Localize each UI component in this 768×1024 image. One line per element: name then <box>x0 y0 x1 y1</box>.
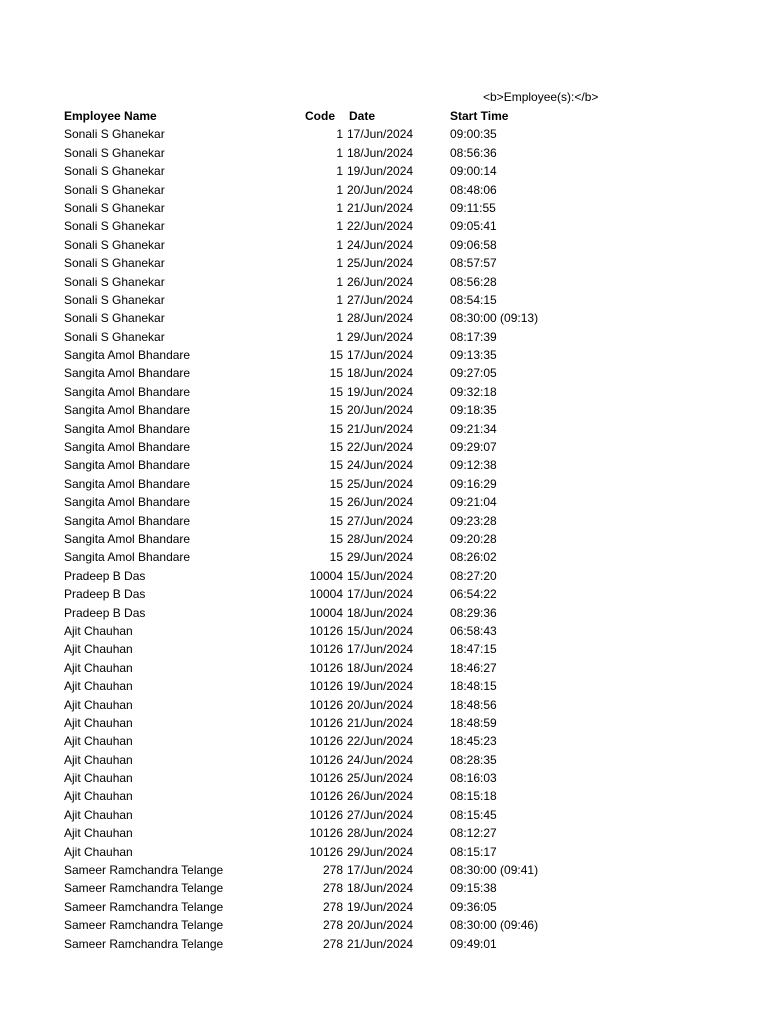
cell-code: 1 <box>336 145 343 160</box>
cell-code: 15 <box>329 458 343 473</box>
table-row <box>64 567 624 585</box>
cell-date: 24/Jun/2024 <box>347 458 414 473</box>
table-row <box>64 659 624 677</box>
cell-code: 10126 <box>309 660 343 675</box>
cell-date: 21/Jun/2024 <box>347 421 414 436</box>
table-header-row <box>64 107 624 125</box>
cell-code: 278 <box>322 918 343 933</box>
table-row <box>64 125 624 143</box>
cell-date: 18/Jun/2024 <box>347 145 414 160</box>
cell-employee-name: Sonali S Ghanekar <box>64 145 165 160</box>
cell-employee-name: Sangita Amol Bhandare <box>64 366 191 381</box>
cell-start-time: 09:21:04 <box>450 495 497 510</box>
cell-code: 278 <box>322 881 343 896</box>
table-row <box>64 769 624 787</box>
cell-code: 10126 <box>309 697 343 712</box>
cell-employee-name: Sangita Amol Bhandare <box>64 421 191 436</box>
cell-code: 10126 <box>309 734 343 749</box>
cell-code: 1 <box>336 256 343 271</box>
cell-start-time: 08:15:45 <box>450 807 497 822</box>
cell-date: 25/Jun/2024 <box>347 476 414 491</box>
cell-code: 10126 <box>309 752 343 767</box>
table-row <box>64 493 624 511</box>
cell-start-time: 18:47:15 <box>450 642 497 657</box>
table-row <box>64 677 624 695</box>
cell-code: 10126 <box>309 826 343 841</box>
cell-date: 17/Jun/2024 <box>347 127 414 142</box>
cell-start-time: 09:20:28 <box>450 531 497 546</box>
cell-employee-name: Sameer Ramchandra Telange <box>64 863 224 878</box>
cell-employee-name: Sangita Amol Bhandare <box>64 531 191 546</box>
cell-code: 10126 <box>309 642 343 657</box>
cell-employee-name: Pradeep B Das <box>64 587 146 602</box>
cell-date: 17/Jun/2024 <box>347 863 414 878</box>
table-row <box>64 273 624 291</box>
cell-start-time: 08:56:36 <box>450 145 497 160</box>
cell-code: 10126 <box>309 771 343 786</box>
cell-start-time: 08:17:39 <box>450 329 497 344</box>
cell-date: 26/Jun/2024 <box>347 789 414 804</box>
cell-start-time: 08:57:57 <box>450 256 497 271</box>
cell-employee-name: Pradeep B Das <box>64 568 146 583</box>
cell-code: 10004 <box>309 605 343 620</box>
cell-date: 24/Jun/2024 <box>347 237 414 252</box>
cell-date: 20/Jun/2024 <box>347 697 414 712</box>
table-row <box>64 401 624 419</box>
cell-code: 278 <box>322 936 343 951</box>
cell-start-time: 08:26:02 <box>450 550 497 565</box>
cell-code: 1 <box>336 127 343 142</box>
table-row <box>64 530 624 548</box>
cell-employee-name: Ajit Chauhan <box>64 789 133 804</box>
table-row <box>64 861 624 879</box>
cell-employee-name: Sangita Amol Bhandare <box>64 550 191 565</box>
cell-employee-name: Sonali S Ghanekar <box>64 292 165 307</box>
table-row <box>64 935 624 953</box>
cell-code: 15 <box>329 495 343 510</box>
employees-filter-note: <b>Employee(s):</b> <box>483 90 599 104</box>
table-row <box>64 456 624 474</box>
cell-start-time: 09:16:29 <box>450 476 497 491</box>
cell-date: 15/Jun/2024 <box>347 623 414 638</box>
cell-date: 26/Jun/2024 <box>347 274 414 289</box>
table-row <box>64 438 624 456</box>
cell-code: 15 <box>329 440 343 455</box>
table-row <box>64 548 624 566</box>
table-row <box>64 291 624 309</box>
cell-code: 15 <box>329 550 343 565</box>
cell-start-time: 09:06:58 <box>450 237 497 252</box>
cell-code: 1 <box>336 292 343 307</box>
cell-date: 27/Jun/2024 <box>347 807 414 822</box>
cell-date: 19/Jun/2024 <box>347 384 414 399</box>
cell-employee-name: Sonali S Ghanekar <box>64 164 165 179</box>
cell-employee-name: Ajit Chauhan <box>64 715 133 730</box>
table-row <box>64 751 624 769</box>
cell-date: 29/Jun/2024 <box>347 550 414 565</box>
cell-start-time: 09:21:34 <box>450 421 497 436</box>
table-row <box>64 420 624 438</box>
cell-date: 19/Jun/2024 <box>347 164 414 179</box>
cell-employee-name: Sangita Amol Bhandare <box>64 440 191 455</box>
cell-employee-name: Sameer Ramchandra Telange <box>64 881 224 896</box>
table-row <box>64 217 624 235</box>
table-row <box>64 714 624 732</box>
cell-date: 22/Jun/2024 <box>347 734 414 749</box>
header-date: Date <box>349 109 376 123</box>
cell-start-time: 08:30:00 (09:41) <box>450 863 539 878</box>
cell-start-time: 08:29:36 <box>450 605 497 620</box>
cell-date: 17/Jun/2024 <box>347 642 414 657</box>
cell-start-time: 18:48:56 <box>450 697 497 712</box>
cell-code: 10004 <box>309 568 343 583</box>
cell-employee-name: Sonali S Ghanekar <box>64 274 165 289</box>
cell-start-time: 09:12:38 <box>450 458 497 473</box>
cell-date: 22/Jun/2024 <box>347 219 414 234</box>
cell-start-time: 18:48:15 <box>450 679 497 694</box>
cell-start-time: 06:58:43 <box>450 623 497 638</box>
cell-code: 15 <box>329 513 343 528</box>
cell-start-time: 18:46:27 <box>450 660 497 675</box>
cell-employee-name: Ajit Chauhan <box>64 844 133 859</box>
table-row <box>64 346 624 364</box>
cell-date: 28/Jun/2024 <box>347 531 414 546</box>
cell-date: 18/Jun/2024 <box>347 881 414 896</box>
cell-date: 20/Jun/2024 <box>347 403 414 418</box>
cell-date: 21/Jun/2024 <box>347 715 414 730</box>
cell-employee-name: Ajit Chauhan <box>64 642 133 657</box>
cell-date: 22/Jun/2024 <box>347 440 414 455</box>
cell-employee-name: Ajit Chauhan <box>64 752 133 767</box>
cell-code: 1 <box>336 219 343 234</box>
cell-employee-name: Sameer Ramchandra Telange <box>64 899 224 914</box>
cell-code: 1 <box>336 182 343 197</box>
cell-employee-name: Sangita Amol Bhandare <box>64 513 191 528</box>
cell-date: 20/Jun/2024 <box>347 918 414 933</box>
cell-code: 1 <box>336 237 343 252</box>
cell-start-time: 09:32:18 <box>450 384 497 399</box>
cell-employee-name: Sangita Amol Bhandare <box>64 476 191 491</box>
cell-employee-name: Sameer Ramchandra Telange <box>64 936 224 951</box>
cell-code: 1 <box>336 329 343 344</box>
table-row <box>64 309 624 327</box>
cell-date: 27/Jun/2024 <box>347 292 414 307</box>
cell-code: 15 <box>329 348 343 363</box>
cell-date: 17/Jun/2024 <box>347 587 414 602</box>
cell-employee-name: Sonali S Ghanekar <box>64 256 165 271</box>
cell-date: 26/Jun/2024 <box>347 495 414 510</box>
cell-start-time: 09:11:55 <box>450 200 496 215</box>
cell-date: 25/Jun/2024 <box>347 256 414 271</box>
cell-date: 29/Jun/2024 <box>347 844 414 859</box>
cell-code: 10126 <box>309 715 343 730</box>
cell-start-time: 09:49:01 <box>450 936 497 951</box>
cell-date: 15/Jun/2024 <box>347 568 414 583</box>
cell-start-time: 09:18:35 <box>450 403 497 418</box>
cell-code: 15 <box>329 476 343 491</box>
table-row <box>64 879 624 897</box>
cell-start-time: 08:48:06 <box>450 182 497 197</box>
cell-employee-name: Ajit Chauhan <box>64 679 133 694</box>
cell-code: 278 <box>322 899 343 914</box>
cell-employee-name: Ajit Chauhan <box>64 660 133 675</box>
cell-start-time: 09:00:14 <box>450 164 497 179</box>
cell-code: 15 <box>329 421 343 436</box>
table-row <box>64 604 624 622</box>
cell-start-time: 08:28:35 <box>450 752 497 767</box>
cell-employee-name: Ajit Chauhan <box>64 697 133 712</box>
cell-date: 27/Jun/2024 <box>347 513 414 528</box>
header-code: Code <box>305 109 335 123</box>
cell-employee-name: Ajit Chauhan <box>64 623 133 638</box>
cell-code: 10126 <box>309 679 343 694</box>
cell-employee-name: Ajit Chauhan <box>64 826 133 841</box>
table-row <box>64 328 624 346</box>
cell-start-time: 09:29:07 <box>450 440 497 455</box>
cell-start-time: 18:45:23 <box>450 734 497 749</box>
cell-employee-name: Sonali S Ghanekar <box>64 311 165 326</box>
cell-start-time: 09:36:05 <box>450 899 497 914</box>
cell-start-time: 18:48:59 <box>450 715 497 730</box>
table-row <box>64 512 624 530</box>
cell-start-time: 08:15:17 <box>450 844 497 859</box>
cell-date: 18/Jun/2024 <box>347 660 414 675</box>
cell-employee-name: Sangita Amol Bhandare <box>64 495 191 510</box>
cell-employee-name: Sonali S Ghanekar <box>64 127 165 142</box>
cell-code: 1 <box>336 274 343 289</box>
attendance-table <box>64 107 624 953</box>
cell-date: 21/Jun/2024 <box>347 200 414 215</box>
cell-date: 28/Jun/2024 <box>347 311 414 326</box>
cell-date: 17/Jun/2024 <box>347 348 414 363</box>
cell-code: 1 <box>336 311 343 326</box>
cell-start-time: 08:54:15 <box>450 292 497 307</box>
cell-employee-name: Sonali S Ghanekar <box>64 200 165 215</box>
cell-code: 15 <box>329 403 343 418</box>
table-row <box>64 181 624 199</box>
cell-code: 10126 <box>309 623 343 638</box>
cell-start-time: 06:54:22 <box>450 587 497 602</box>
cell-date: 18/Jun/2024 <box>347 366 414 381</box>
cell-employee-name: Sangita Amol Bhandare <box>64 458 191 473</box>
cell-code: 15 <box>329 531 343 546</box>
table-row <box>64 824 624 842</box>
cell-date: 21/Jun/2024 <box>347 936 414 951</box>
table-row <box>64 622 624 640</box>
cell-employee-name: Sangita Amol Bhandare <box>64 403 191 418</box>
cell-code: 1 <box>336 200 343 215</box>
cell-employee-name: Ajit Chauhan <box>64 807 133 822</box>
cell-date: 19/Jun/2024 <box>347 899 414 914</box>
cell-start-time: 08:16:03 <box>450 771 497 786</box>
cell-code: 10004 <box>309 587 343 602</box>
table-row <box>64 144 624 162</box>
cell-date: 28/Jun/2024 <box>347 826 414 841</box>
table-row <box>64 916 624 934</box>
table-row <box>64 236 624 254</box>
cell-employee-name: Ajit Chauhan <box>64 734 133 749</box>
cell-date: 24/Jun/2024 <box>347 752 414 767</box>
table-row <box>64 787 624 805</box>
cell-employee-name: Sonali S Ghanekar <box>64 182 165 197</box>
cell-start-time: 09:00:35 <box>450 127 497 142</box>
table-row <box>64 843 624 861</box>
table-row <box>64 640 624 658</box>
cell-code: 15 <box>329 366 343 381</box>
cell-code: 10126 <box>309 844 343 859</box>
cell-code: 10126 <box>309 789 343 804</box>
header-start-time: Start Time <box>450 109 509 123</box>
cell-date: 18/Jun/2024 <box>347 605 414 620</box>
cell-code: 1 <box>336 164 343 179</box>
cell-employee-name: Sonali S Ghanekar <box>64 219 165 234</box>
cell-date: 19/Jun/2024 <box>347 679 414 694</box>
cell-date: 20/Jun/2024 <box>347 182 414 197</box>
cell-employee-name: Sonali S Ghanekar <box>64 237 165 252</box>
cell-employee-name: Sangita Amol Bhandare <box>64 348 191 363</box>
table-row <box>64 806 624 824</box>
table-row <box>64 364 624 382</box>
table-row <box>64 732 624 750</box>
table-row <box>64 199 624 217</box>
cell-employee-name: Ajit Chauhan <box>64 771 133 786</box>
cell-start-time: 09:23:28 <box>450 513 497 528</box>
cell-start-time: 09:05:41 <box>450 219 497 234</box>
cell-code: 15 <box>329 384 343 399</box>
cell-start-time: 09:13:35 <box>450 348 497 363</box>
table-body <box>64 125 624 953</box>
cell-start-time: 09:27:05 <box>450 366 497 381</box>
header-employee-name: Employee Name <box>64 109 157 123</box>
cell-start-time: 08:15:18 <box>450 789 497 804</box>
cell-employee-name: Sameer Ramchandra Telange <box>64 918 224 933</box>
table-row <box>64 162 624 180</box>
cell-start-time: 08:12:27 <box>450 826 497 841</box>
cell-employee-name: Pradeep B Das <box>64 605 146 620</box>
cell-start-time: 08:56:28 <box>450 274 497 289</box>
cell-start-time: 08:30:00 (09:46) <box>450 918 539 933</box>
cell-employee-name: Sonali S Ghanekar <box>64 329 165 344</box>
cell-date: 25/Jun/2024 <box>347 771 414 786</box>
table-row <box>64 696 624 714</box>
cell-employee-name: Sangita Amol Bhandare <box>64 384 191 399</box>
table-row <box>64 475 624 493</box>
cell-code: 278 <box>322 863 343 878</box>
cell-start-time: 08:27:20 <box>450 568 497 583</box>
cell-code: 10126 <box>309 807 343 822</box>
cell-start-time: 09:15:38 <box>450 881 497 896</box>
table-row <box>64 383 624 401</box>
table-row <box>64 254 624 272</box>
table-row <box>64 898 624 916</box>
cell-date: 29/Jun/2024 <box>347 329 414 344</box>
table-row <box>64 585 624 603</box>
cell-start-time: 08:30:00 (09:13) <box>450 311 539 326</box>
